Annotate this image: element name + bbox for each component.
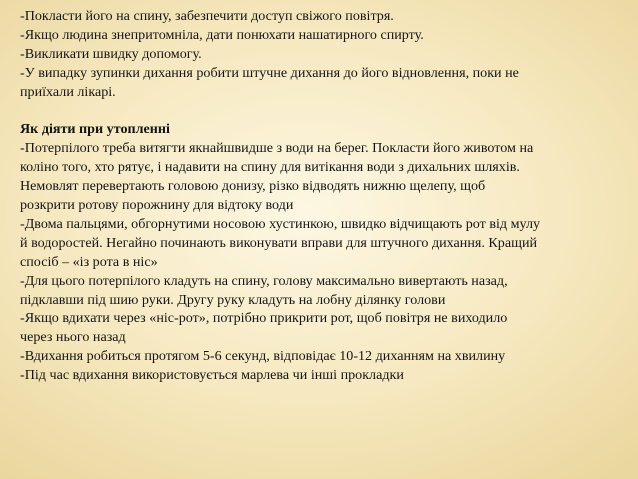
text-line: -Вдихання робиться протягом 5-6 секунд, відповідає 10-12 диханням на хвилину xyxy=(20,348,506,365)
text-line: коліно того, хто рятує, і надавити на спину для витікання води з дихальних шляхів. xyxy=(20,159,520,176)
text-line: -Покласти його на спину, забезпечити доступ свіжого повітря. xyxy=(20,8,394,24)
slide-text-body xyxy=(20,7,620,385)
paragraph-spacer xyxy=(20,102,620,121)
text-line: -Для цього потерпілого кладуть на спину, голову максимально вивертають назад, xyxy=(20,272,508,289)
text-line: підклавши під шию руки. Другу руку кладуть на лобну ділянку голови xyxy=(20,291,446,308)
section-heading: Як діяти при утопленні xyxy=(20,121,170,138)
text-line: Немовлят перевертають головою донизу, різко відводять нижню щелепу, щоб xyxy=(20,178,486,195)
text-line: -У випадку зупинки дихання робити штучне дихання до його відновлення, поки не xyxy=(20,64,519,81)
text-line: -Під час вдихання використовується марлева чи інші прокладки xyxy=(20,367,404,384)
text-line: -Якщо людина знепритомніла, дати понюхати нашатирного спирту. xyxy=(20,26,424,43)
text-line: -Якщо вдихати через «ніс-рот», потрібно прикрити рот, щоб повітря не виходило xyxy=(20,310,508,327)
text-line: -Викликати швидку допомогу. xyxy=(20,45,202,62)
text-line: й водоростей. Негайно починають виконувати вправи для штучного дихання. Кращий xyxy=(20,234,538,251)
text-line: через нього назад xyxy=(20,329,126,346)
text-line: -Потерпілого треба витягти якнайшвидше з води на берег. Покласти його животом на xyxy=(20,140,534,157)
text-line: спосіб – «із рота в ніс» xyxy=(20,253,158,270)
text-line: розкрити ротову порожнину для відтоку води xyxy=(20,197,294,214)
text-line: -Двома пальцями, обгорнутими носовою хустинкою, швидко відчищають рот від мулу xyxy=(20,215,541,232)
text-line: приїхали лікарі. xyxy=(20,83,116,100)
